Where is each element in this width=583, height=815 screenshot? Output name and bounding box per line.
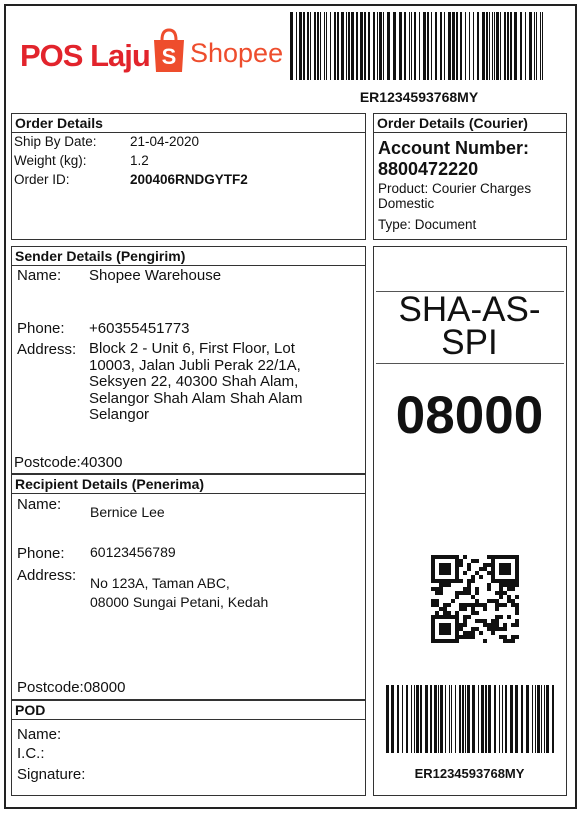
barcode-bar — [351, 12, 354, 80]
barcode-bar — [427, 12, 429, 80]
qr-module — [475, 591, 479, 595]
barcode-bar — [469, 12, 470, 80]
barcode-bar — [460, 12, 462, 80]
barcode-bar — [440, 12, 442, 80]
barcode-bar — [448, 12, 451, 80]
qr-module — [483, 607, 487, 611]
recipient-details-title: Recipient Details (Penerima) — [12, 475, 365, 494]
shopee-brand-text: Shopee — [190, 37, 284, 68]
barcode-bar — [303, 12, 305, 80]
barcode-bar — [337, 12, 339, 80]
barcode-bar — [534, 12, 535, 80]
sender-name: Shopee Warehouse — [89, 267, 222, 284]
barcode-bar — [364, 12, 366, 80]
barcode-bar — [330, 12, 331, 80]
sender-address-line: Selangor Shah Alam Shah Alam — [89, 389, 303, 407]
barcode-bar — [456, 12, 458, 80]
barcode-bar — [310, 12, 311, 80]
qr-module — [515, 611, 519, 615]
barcode-bar — [373, 12, 375, 80]
qr-module — [447, 583, 451, 587]
barcode-bar — [445, 685, 446, 753]
sender-address-label: Address: — [17, 341, 77, 358]
qr-module — [515, 595, 519, 599]
recipient-address-line: No 123A, Taman ABC, — [90, 575, 230, 591]
barcode-bar — [502, 685, 503, 753]
barcode-bar — [465, 12, 466, 80]
barcode-bar — [290, 12, 293, 80]
qr-module — [503, 627, 507, 631]
barcode-bar — [449, 685, 450, 753]
svg-text:S: S — [161, 43, 177, 69]
qr-module — [463, 607, 467, 611]
sender-name-label: Name: — [17, 267, 62, 284]
weight-value: 1.2 — [130, 153, 149, 168]
barcode-bar — [320, 12, 321, 80]
barcode-bar — [489, 12, 490, 80]
barcode-bar — [414, 12, 416, 80]
barcode-bar — [377, 12, 378, 80]
sender-address-line: Selangor — [89, 406, 150, 423]
barcode-bar — [387, 12, 390, 80]
barcode-bar — [411, 685, 412, 753]
order-details-box — [11, 113, 366, 240]
barcode-bar — [529, 12, 532, 80]
barcode-bar — [542, 12, 543, 80]
shopee-bag-icon — [152, 28, 186, 79]
barcode-bar — [356, 12, 358, 80]
barcode-bar — [360, 12, 363, 80]
weight-label: Weight (kg): — [14, 153, 87, 168]
qr-module — [471, 579, 475, 583]
qr-module — [483, 639, 487, 643]
barcode-bar — [552, 685, 554, 753]
barcode-bar — [438, 685, 439, 753]
recipient-phone-label: Phone: — [17, 545, 65, 562]
barcode-bar — [348, 12, 350, 80]
barcode-bar — [546, 685, 549, 753]
ship-by-value: 21-04-2020 — [130, 134, 200, 149]
poslaju-logo — [20, 36, 150, 76]
barcode-bar — [379, 12, 382, 80]
barcode-bar — [482, 12, 485, 80]
qr-module — [515, 583, 519, 587]
ship-by-label: Ship By Date: — [14, 134, 97, 149]
sender-address-line: Block 2 - Unit 6, First Floor, Lot — [89, 340, 295, 357]
qr-module — [471, 635, 475, 639]
barcode-bar — [391, 685, 394, 753]
barcode-bar — [425, 685, 428, 753]
barcode-bar — [397, 685, 399, 753]
qr-module — [515, 635, 519, 639]
routing-code-line: SPI — [441, 323, 498, 362]
tracking-number-top: ER1234593768MY — [359, 89, 479, 105]
qr-module — [475, 611, 479, 615]
barcode-bar — [478, 685, 479, 753]
barcode-top — [290, 12, 546, 80]
barcode-bar — [459, 685, 461, 753]
qr-module — [447, 631, 451, 635]
barcode-bar — [431, 12, 432, 80]
account-number-label: Account Number: — [378, 138, 530, 158]
barcode-bar — [314, 12, 316, 80]
barcode-bar — [393, 12, 396, 80]
qr-module — [455, 595, 459, 599]
qr-module — [451, 599, 455, 603]
type-text: Type: Document — [378, 217, 477, 232]
sender-details-box — [11, 246, 366, 474]
sender-phone-label: Phone: — [17, 320, 65, 337]
barcode-bar — [496, 12, 499, 80]
barcode-bar — [414, 685, 415, 753]
barcode-bar — [510, 685, 513, 753]
barcode-bar — [341, 12, 344, 80]
barcode-bar — [486, 12, 488, 80]
qr-module — [503, 603, 507, 607]
recipient-address — [90, 574, 268, 612]
qr-module — [499, 595, 503, 599]
barcode-bar — [317, 12, 319, 80]
pod-signature-label: Signature: — [17, 766, 86, 783]
qr-module — [459, 579, 463, 583]
barcode-bar — [521, 685, 523, 753]
qr-module — [467, 615, 471, 619]
qr-module — [463, 555, 467, 559]
barcode-bar — [409, 12, 410, 80]
barcode-bar — [499, 685, 500, 753]
barcode-bar — [540, 12, 541, 80]
sender-address-line: Seksyen 22, 40300 Shah Alam, — [89, 373, 299, 390]
barcode-bar — [404, 12, 406, 80]
qr-module — [515, 623, 519, 627]
barcode-bar — [485, 685, 487, 753]
shopee-logo — [152, 28, 283, 78]
sender-address-line: 10003, Jalan Jubli Perak 22/1A, — [89, 356, 301, 374]
routing-box — [373, 246, 567, 796]
barcode-bar — [472, 685, 475, 753]
qr-module — [507, 571, 511, 575]
barcode-bar — [467, 685, 470, 753]
barcode-bar — [488, 685, 491, 753]
barcode-bottom — [386, 685, 556, 753]
barcode-bar — [402, 685, 403, 753]
qr-module — [459, 563, 463, 567]
recipient-address-label: Address: — [17, 567, 77, 584]
routing-code-line: SHA-AS- — [398, 290, 541, 329]
pod-name-label: Name: — [17, 726, 62, 743]
barcode-bar — [299, 12, 302, 80]
barcode-bar — [494, 685, 496, 753]
qr-module — [447, 571, 451, 575]
barcode-bar — [324, 12, 325, 80]
barcode-bar — [477, 12, 479, 80]
pod-title: POD — [12, 701, 365, 720]
qr-module — [507, 615, 511, 619]
barcode-bar — [515, 685, 518, 753]
barcode-bar — [416, 685, 419, 753]
barcode-bar — [451, 685, 452, 753]
barcode-bar — [296, 12, 297, 80]
barcode-bar — [423, 12, 426, 80]
pod-box — [11, 700, 366, 796]
barcode-bar — [473, 12, 474, 80]
qr-code — [431, 555, 519, 647]
barcode-bar — [383, 12, 384, 80]
barcode-bar — [326, 12, 327, 80]
qr-module — [463, 571, 467, 575]
barcode-bar — [525, 12, 526, 80]
poslaju-brand-text: POS Laju — [20, 38, 150, 73]
barcode-bar — [307, 12, 309, 80]
recipient-name: Bernice Lee — [90, 504, 165, 520]
order-details-title: Order Details — [12, 114, 365, 133]
qr-module — [467, 567, 471, 571]
routing-code — [374, 290, 565, 362]
courier-details-box — [373, 113, 567, 240]
barcode-bar — [462, 685, 464, 753]
barcode-bar — [526, 685, 529, 753]
qr-module — [491, 631, 495, 635]
qr-module — [439, 591, 443, 595]
barcode-bar — [455, 685, 456, 753]
barcode-bar — [411, 12, 412, 80]
barcode-bar — [434, 685, 437, 753]
tracking-number-bottom: ER1234593768MY — [414, 766, 525, 781]
barcode-bar — [535, 685, 536, 753]
recipient-postcode: Postcode:08000 — [17, 679, 126, 696]
barcode-bar — [399, 12, 402, 80]
barcode-bar — [537, 685, 540, 753]
pod-ic-label: I.C.: — [17, 745, 45, 762]
barcode-bar — [420, 685, 422, 753]
barcode-bar — [492, 12, 493, 80]
qr-module — [455, 639, 459, 643]
routing-rule-bottom — [376, 363, 564, 364]
recipient-phone: 60123456789 — [90, 544, 176, 560]
sender-postcode: Postcode:40300 — [14, 454, 123, 471]
barcode-bar — [435, 12, 437, 80]
barcode-bar — [368, 12, 370, 80]
barcode-bar — [430, 685, 432, 753]
barcode-bar — [334, 12, 336, 80]
qr-module — [475, 559, 479, 563]
barcode-bar — [452, 12, 455, 80]
qr-module — [479, 575, 483, 579]
qr-module — [511, 639, 515, 643]
barcode-bar — [505, 685, 507, 753]
barcode-bar — [419, 12, 420, 80]
recipient-details-box — [11, 474, 366, 700]
qr-module — [463, 623, 467, 627]
barcode-bar — [500, 12, 501, 80]
barcode-bar — [532, 685, 533, 753]
barcode-bar — [494, 12, 495, 80]
qr-module — [495, 607, 499, 611]
barcode-bar — [507, 12, 509, 80]
sender-address — [89, 341, 302, 424]
barcode-bar — [541, 685, 542, 753]
barcode-bar — [440, 685, 443, 753]
order-id-label: Order ID: — [14, 172, 70, 187]
product-text: Product: Courier Charges Domestic — [378, 181, 532, 211]
account-number-value: 8800472220 — [378, 159, 479, 179]
barcode-bar — [386, 685, 389, 753]
courier-details-title: Order Details (Courier) — [374, 114, 566, 133]
recipient-address-line: 08000 Sungai Petani, Kedah — [90, 594, 269, 610]
sender-phone: +60355451773 — [89, 320, 190, 337]
recipient-name-label: Name: — [17, 496, 62, 513]
barcode-bar — [510, 12, 512, 80]
barcode-bar — [481, 685, 484, 753]
order-id-value: 200406RNDGYTF2 — [130, 172, 248, 187]
barcode-bar — [504, 12, 506, 80]
sender-details-title: Sender Details (Pengirim) — [12, 247, 365, 266]
routing-postcode: 08000 — [395, 386, 544, 445]
barcode-bar — [444, 12, 445, 80]
barcode-bar — [406, 685, 408, 753]
qr-module — [447, 603, 451, 607]
qr-module — [511, 587, 515, 591]
qr-module — [487, 587, 491, 591]
barcode-bar — [514, 12, 517, 80]
barcode-bar — [536, 12, 537, 80]
barcode-bar — [520, 12, 522, 80]
barcode-bar — [465, 685, 466, 753]
barcode-bar — [346, 12, 347, 80]
qr-module — [499, 615, 503, 619]
qr-module — [479, 631, 483, 635]
barcode-bar — [544, 685, 545, 753]
